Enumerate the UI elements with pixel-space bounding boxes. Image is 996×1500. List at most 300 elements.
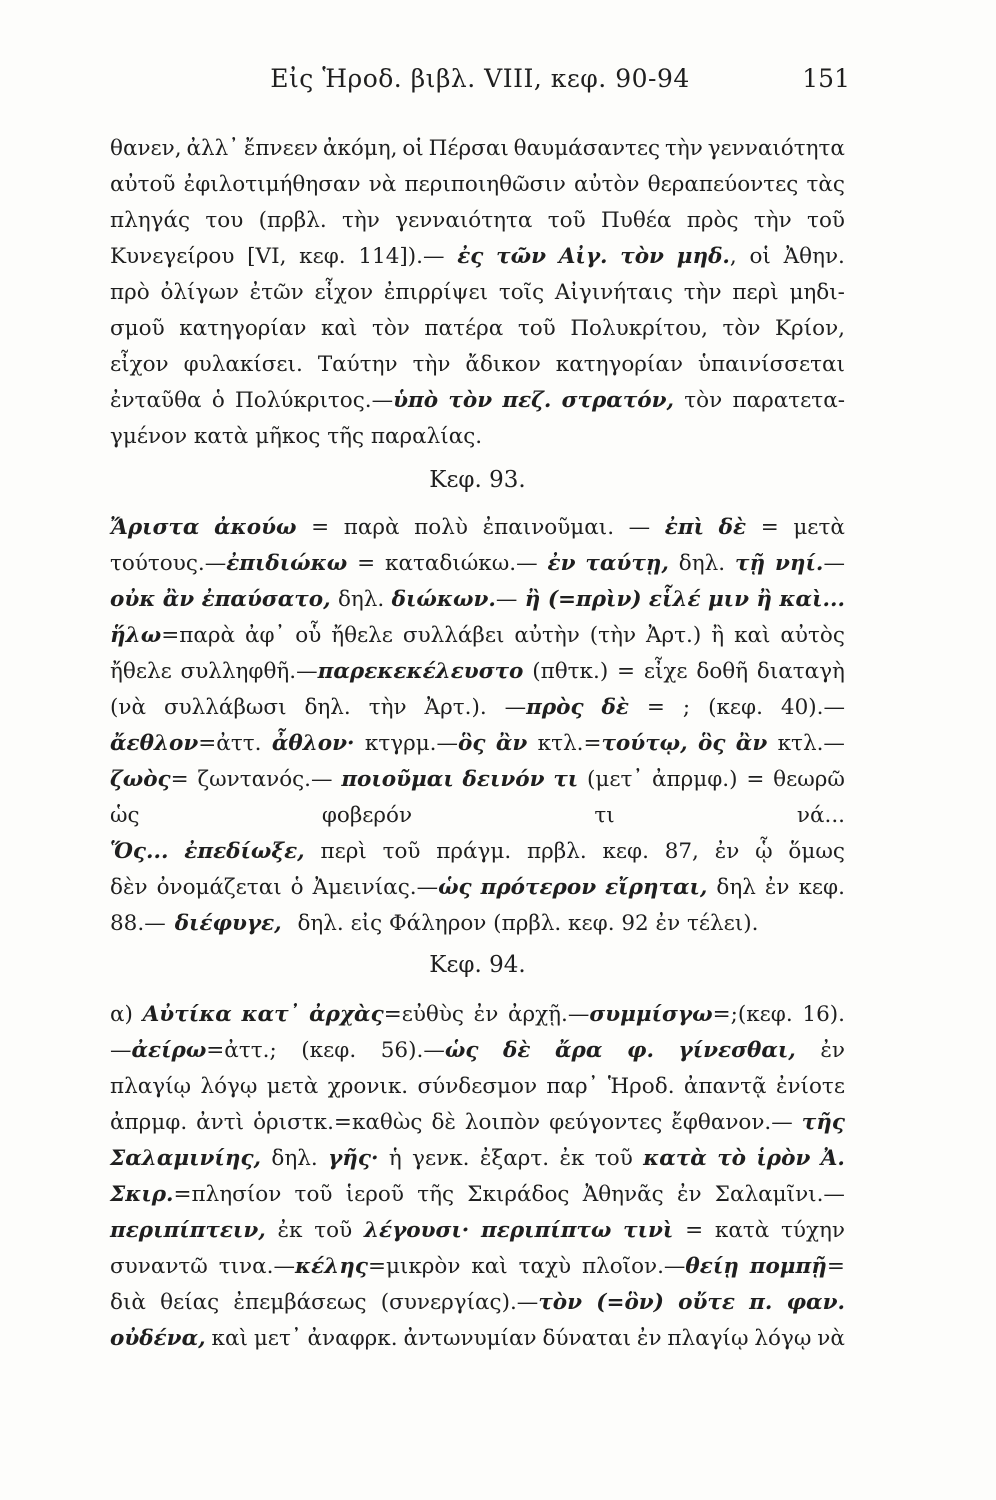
lemma-text: ἐπαύσατο, [201, 587, 331, 612]
word [299, 239, 345, 275]
gloss-text: τοῦ [547, 208, 586, 233]
gloss-text: φοβερόν [321, 803, 413, 828]
word [518, 311, 556, 347]
word [715, 1177, 845, 1213]
word [483, 510, 614, 546]
word [110, 1213, 266, 1249]
word [110, 834, 168, 870]
word [346, 1177, 404, 1213]
word [480, 1141, 549, 1177]
word [807, 203, 845, 239]
word [505, 690, 584, 726]
word [383, 834, 421, 870]
word [205, 203, 243, 239]
lemma-text: πρότερον [480, 875, 597, 900]
gloss-text: ἀπρμφ.) [651, 767, 738, 792]
lemma-text: Σαλαμινίης, [110, 1146, 262, 1171]
lemma-text: διώκων. [391, 587, 496, 612]
lemma-text: παρεκεκέλευστο [317, 659, 524, 684]
word [806, 167, 844, 203]
gloss-text: κτλ.= [537, 731, 602, 756]
word [384, 275, 488, 311]
gloss-text: ἡ [388, 1146, 402, 1171]
gloss-text: παρ᾽ [546, 1074, 599, 1099]
text-line [110, 383, 845, 419]
gloss-text: κατηγορίαν [179, 316, 307, 341]
word [196, 1105, 244, 1141]
word [429, 131, 509, 167]
gloss-text: ἐπεμβάσεως [233, 1290, 367, 1315]
word [717, 1141, 746, 1177]
gloss-text: =μικρὸν [367, 1254, 461, 1279]
word [212, 1321, 248, 1357]
word [788, 834, 845, 870]
word [821, 1141, 845, 1177]
gloss-text: = [826, 1254, 845, 1279]
word [328, 1141, 378, 1177]
gloss-text: ἀκόμη, [322, 136, 398, 161]
word [716, 870, 755, 906]
word [723, 311, 761, 347]
gloss-text: Πολυκρίτου, [570, 316, 708, 341]
word [235, 383, 438, 419]
gloss-text: ταχὺ [518, 1254, 572, 1279]
lemma-text: πρὸς [526, 695, 584, 720]
gloss-text: Κυνεγείρου [110, 244, 235, 269]
word [778, 726, 845, 762]
word [708, 690, 763, 726]
gloss-text: πρὸς [686, 208, 739, 233]
word [677, 239, 737, 275]
word [448, 383, 492, 419]
gloss-text: λόγῳ [754, 1326, 812, 1351]
word [110, 167, 176, 203]
gloss-text: τὸν [722, 316, 761, 341]
word [687, 203, 739, 239]
word [110, 546, 347, 582]
gloss-text: δηλ [716, 875, 756, 900]
lemma-text: γῆς· [328, 1146, 379, 1171]
word [414, 510, 468, 546]
lemma-text: ἀείρω [131, 1038, 207, 1063]
gloss-text: παρὰ [343, 515, 400, 540]
word [685, 1213, 703, 1249]
paragraph-ch93 [110, 510, 845, 942]
word [496, 239, 546, 275]
text-line [110, 510, 845, 546]
word [160, 275, 238, 311]
gloss-text: (κεφ. [708, 695, 763, 720]
word [587, 762, 643, 798]
word [247, 239, 286, 275]
lemma-text: τὸ [717, 1146, 747, 1171]
word [543, 1321, 631, 1357]
gloss-text: ἀφ᾽ [244, 623, 286, 648]
gloss-text: σμοῦ [110, 316, 165, 341]
word [820, 1033, 845, 1069]
word [110, 654, 172, 690]
gloss-text: , [729, 244, 737, 269]
lemma-text: ζωὸς [110, 767, 171, 792]
word [562, 383, 674, 419]
word [548, 582, 642, 618]
gloss-text: τὴν [753, 208, 792, 233]
gloss-text: οἱ [749, 244, 771, 269]
gloss-text: δηλ. [304, 695, 351, 720]
gloss-text: ὀλίγων [160, 280, 239, 305]
gloss-text: Ἀθηνᾶς [582, 1182, 664, 1207]
gloss-text: ἐκ [559, 1146, 585, 1171]
word [555, 1033, 602, 1069]
word [465, 1105, 540, 1141]
word [734, 618, 770, 654]
gloss-text: (κεφ. [301, 1038, 357, 1063]
lemma-text: κατὰ [643, 1146, 707, 1171]
gloss-text: ἀντὶ [196, 1110, 245, 1135]
word [184, 347, 303, 383]
lemma-text: ἀρχὰς [309, 1002, 384, 1027]
gloss-text: τὸν [684, 388, 723, 413]
word [474, 997, 499, 1033]
word [525, 582, 541, 618]
word [684, 383, 722, 419]
word [110, 798, 140, 834]
word [219, 1249, 461, 1285]
lemma-text: μιν [707, 587, 749, 612]
text-line [110, 203, 845, 239]
gloss-text: εἶχον [110, 352, 169, 377]
gloss-text: τινα.— [218, 1254, 295, 1279]
word [402, 131, 423, 167]
word [385, 546, 538, 582]
gloss-text: ἐπαινοῦμαι. [482, 515, 615, 540]
gloss-text: συλληφθῆ.— [180, 659, 318, 684]
lemma-text: ὡς [438, 875, 472, 900]
gloss-text: ἀπρμφ. [110, 1110, 188, 1135]
lemma-text: δεινόν [462, 767, 545, 792]
word [780, 618, 844, 654]
gloss-text: ὁριστκ.=καθὼς [253, 1110, 423, 1135]
text-line [110, 419, 845, 455]
lemma-text: ἂν [735, 731, 768, 756]
gloss-text: πλαγίῳ [110, 1074, 192, 1099]
word [679, 1033, 796, 1069]
gloss-text: — [823, 551, 845, 576]
gloss-text: δηλ. [271, 1146, 318, 1171]
gloss-text: αὐτοῦ [110, 172, 176, 197]
gloss-text: γενκ. [412, 1146, 470, 1171]
gloss-text: μετ᾽ [253, 1326, 302, 1351]
gloss-text: ἤθελε [110, 659, 172, 684]
word [200, 1069, 257, 1105]
lemma-text: τὸν [620, 244, 664, 269]
gloss-text: τούτους.— [110, 551, 227, 576]
word [301, 1033, 356, 1069]
word [548, 203, 586, 239]
gloss-text: ζωντανός.— [197, 767, 333, 792]
gloss-text: λόγῳ [200, 1074, 258, 1099]
gloss-text: μετὰ [266, 1074, 319, 1099]
word [110, 347, 169, 383]
word [179, 311, 306, 347]
word [735, 546, 765, 582]
lemma-text: ὃς [458, 731, 486, 756]
word [338, 582, 384, 618]
word [773, 762, 845, 798]
word [389, 1141, 402, 1177]
word [364, 1213, 469, 1249]
lemma-text: μηδ. [676, 244, 730, 269]
gloss-text: λοιπὸν [464, 1110, 541, 1135]
gloss-text: = [617, 659, 636, 684]
gloss-text: δηλ. [337, 587, 385, 612]
gloss-text: — [628, 515, 651, 540]
word [508, 997, 793, 1033]
lemma-text: ἐν [547, 551, 576, 576]
gloss-text: ἐπιρρίψει [383, 280, 489, 305]
word [344, 510, 400, 546]
word [732, 275, 778, 311]
gloss-text: τὴν [412, 352, 451, 377]
gloss-text: πράγμ. [436, 839, 512, 864]
lemma-text: λέγουσι· [363, 1218, 470, 1243]
gloss-text: κτγρμ.— [364, 731, 459, 756]
word [372, 311, 410, 347]
text-line [110, 1105, 845, 1141]
gloss-text: ἐν [676, 1182, 702, 1207]
word [732, 383, 845, 419]
word [197, 762, 332, 798]
text-line [110, 997, 845, 1033]
gloss-text: Πολύκριτος.— [235, 388, 394, 413]
lemma-text: Αὐτίκα [142, 1002, 232, 1027]
word [163, 582, 194, 618]
word [549, 1105, 662, 1141]
gloss-text: καταδιώκω.— [385, 551, 538, 576]
gloss-text: Ἀρτ.) [645, 623, 702, 648]
gloss-text: τὴν [368, 695, 407, 720]
lemma-text: ἐπεδίωξε, [184, 839, 305, 864]
lemma-text: ἐς [457, 244, 484, 269]
word [553, 762, 578, 798]
lemma-text: εἴρηται, [605, 875, 708, 900]
gloss-text: ἐτῶν [249, 280, 304, 305]
lemma-text: Ὅς... [110, 839, 169, 864]
text-line [110, 1141, 845, 1177]
lemma-text: δὲ [601, 695, 629, 720]
lemma-text: γίνεσθαι, [678, 1038, 796, 1063]
gloss-text: ; [682, 695, 691, 720]
section-heading-ch93: Κεφ. 93. [429, 467, 526, 493]
lemma-text: ταύτῃ, [585, 551, 669, 576]
lemma-text: τὸν [448, 388, 493, 413]
word [417, 1177, 454, 1213]
gloss-text: νά... [796, 803, 845, 828]
word [110, 275, 150, 311]
word [665, 834, 699, 870]
word [623, 1213, 673, 1249]
word [620, 239, 664, 275]
word [110, 690, 146, 726]
word [110, 726, 261, 762]
gloss-text: ἤθελε [331, 623, 393, 648]
gloss-text: τοῦ [382, 839, 421, 864]
gloss-text: μετὰ [793, 515, 845, 540]
word [295, 1177, 333, 1213]
gloss-text: περὶ [732, 280, 779, 305]
word [708, 582, 749, 618]
text-line [110, 311, 845, 347]
word [711, 618, 724, 654]
gloss-text: — [495, 587, 518, 612]
gloss-text: 114]).— [358, 244, 445, 269]
lemma-text: δὲ [503, 1038, 531, 1063]
word [291, 870, 304, 906]
lemma-text: κέλης [294, 1254, 368, 1279]
gloss-text: συναντῶ [110, 1254, 208, 1279]
word [110, 1105, 187, 1141]
word [314, 1213, 352, 1249]
word [241, 997, 299, 1033]
gloss-text: α) [110, 1002, 133, 1027]
word [417, 1069, 537, 1105]
lemma-text: τούτῳ, [601, 731, 688, 756]
word [548, 546, 576, 582]
word [436, 834, 511, 870]
word [756, 582, 772, 618]
gloss-text: οἱ [402, 136, 424, 161]
word [110, 311, 165, 347]
word [110, 1249, 208, 1285]
word [160, 1285, 219, 1321]
word [244, 131, 318, 167]
gloss-text: ἐν [473, 1002, 499, 1027]
gloss-text: κατηγορίαν [555, 352, 683, 377]
gloss-text: γενναιότητα [395, 208, 533, 233]
lemma-text: ὃς [697, 731, 726, 756]
gloss-text: συλλάβωσι [163, 695, 287, 720]
gloss-text: κεφ. [299, 244, 346, 269]
word [499, 275, 544, 311]
text-line [110, 239, 845, 275]
word [677, 1177, 702, 1213]
lemma-text: ποιοῦμαι [341, 767, 454, 792]
word [775, 546, 845, 582]
word [331, 618, 393, 654]
word [110, 870, 148, 906]
paragraph-intro [110, 131, 845, 455]
word [519, 1249, 572, 1285]
word [698, 726, 725, 762]
text-line [110, 618, 845, 654]
text-line [110, 1249, 845, 1285]
word [202, 582, 331, 618]
text-line [110, 654, 845, 690]
gloss-text: καὶ [320, 316, 358, 341]
gloss-text: θαυμάσαντες [513, 136, 661, 161]
word [110, 510, 199, 546]
gloss-text: ἐν [820, 1038, 845, 1063]
gloss-text: ἐν [714, 839, 740, 864]
word [313, 870, 472, 906]
word [184, 834, 304, 870]
gloss-text: ἔπνεεν [243, 136, 318, 161]
gloss-text: χρονικ. [327, 1074, 409, 1099]
gloss-text: κεφ. [602, 839, 649, 864]
gloss-text: γμένον κατὰ μῆκος τῆς παραλίας. [110, 424, 483, 449]
gloss-text: αὐτὴν [514, 623, 580, 648]
word [708, 131, 845, 167]
word [756, 1141, 810, 1177]
gloss-text: διὰ [110, 1290, 146, 1315]
gloss-text: ἐν [764, 875, 790, 900]
word [164, 690, 287, 726]
gloss-text: νὰ [368, 172, 397, 197]
word [309, 997, 464, 1033]
page-header [110, 62, 850, 102]
gloss-text: ἱεροῦ [345, 1182, 404, 1207]
word [465, 347, 540, 383]
word [110, 762, 189, 798]
gloss-text: Σαλαμῖνι.— [714, 1182, 845, 1207]
running-head: Εἰς Ἡροδ. βιβλ. VIII, κεφ. 90-94 [270, 64, 690, 93]
word [110, 582, 155, 618]
word [233, 1285, 366, 1321]
word [754, 1321, 811, 1357]
word [665, 510, 704, 546]
lemma-text: οὔτε [678, 1290, 735, 1315]
gloss-text: αὐτὸς [780, 623, 845, 648]
word [817, 1321, 845, 1357]
word [802, 997, 845, 1033]
word [583, 1177, 664, 1213]
word [679, 546, 725, 582]
gloss-text: =;(κεφ. [712, 1002, 793, 1027]
lemma-text: ἂν [495, 731, 528, 756]
gloss-text: = [746, 767, 765, 792]
gloss-text: ἐξαρτ. [479, 1146, 550, 1171]
gloss-text: =πλησίον [173, 1182, 282, 1207]
word [532, 654, 608, 690]
page-number: 151 [802, 64, 850, 93]
gloss-text: 88.— [110, 911, 166, 936]
gloss-text: Πυθέα [601, 208, 672, 233]
gloss-text: δὲ [431, 1110, 456, 1135]
lemma-text: Ἄριστα [110, 515, 200, 540]
gloss-text: (νὰ [110, 695, 146, 720]
word [667, 1321, 748, 1357]
gloss-text: — [110, 1038, 132, 1063]
gloss-text: (πρβλ. [258, 208, 327, 233]
gloss-text: σύνδεσμον [417, 1074, 538, 1099]
word [684, 1069, 767, 1105]
gloss-text: περὶ [320, 839, 367, 864]
lemma-text: φαν. [786, 1290, 845, 1315]
word [311, 510, 329, 546]
gloss-text: θείας [160, 1290, 220, 1315]
gloss-text: τὴν [683, 280, 722, 305]
word [341, 762, 453, 798]
word [750, 1249, 845, 1285]
word [776, 1069, 845, 1105]
word [320, 834, 366, 870]
word [392, 582, 518, 618]
word [671, 1105, 792, 1141]
word [358, 239, 444, 275]
text-line [110, 347, 845, 383]
word [582, 1249, 739, 1285]
lemma-text: πομπῇ [749, 1254, 827, 1279]
